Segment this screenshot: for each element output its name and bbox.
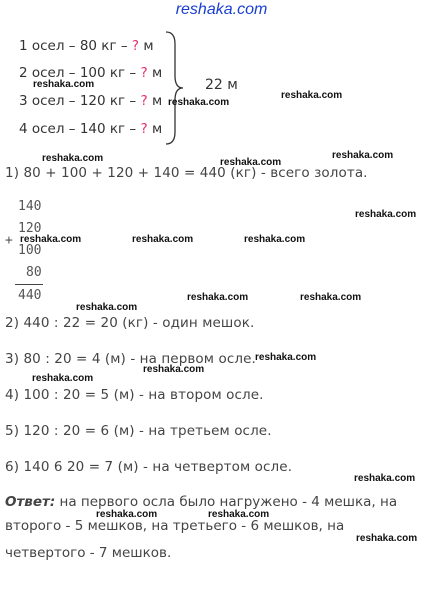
answer-line-1: Ответ: на первого осла было нагружено - 4 мешка, на bbox=[5, 494, 398, 510]
column-term-2: 120 bbox=[18, 221, 42, 236]
watermark: reshaka.com bbox=[32, 373, 94, 384]
column-result: 440 bbox=[18, 288, 42, 303]
watermark: reshaka.com bbox=[208, 509, 270, 520]
site-title: reshaka.com bbox=[175, 1, 268, 18]
answer-line-3: четвертого - 7 мешков. bbox=[5, 545, 172, 561]
step-4: 4) 100 : 20 = 5 (м) - на втором осле. bbox=[5, 387, 264, 403]
answer-label: Ответ: bbox=[5, 494, 56, 510]
watermark: reshaka.com bbox=[143, 364, 205, 375]
question-mark: ? bbox=[140, 65, 148, 81]
question-mark: ? bbox=[131, 38, 140, 54]
watermark: reshaka.com bbox=[168, 97, 230, 108]
watermark: reshaka.com bbox=[244, 234, 306, 245]
curly-brace-icon bbox=[163, 30, 187, 146]
total-bags: 22 м bbox=[205, 77, 238, 93]
watermark: reshaka.com bbox=[300, 292, 362, 303]
plus-sign: + bbox=[5, 233, 13, 248]
given-line-3: 3 осел – 120 кг – ? м bbox=[19, 93, 163, 109]
watermark: reshaka.com bbox=[33, 79, 95, 90]
watermark: reshaka.com bbox=[187, 292, 249, 303]
step-3: 3) 80 : 20 = 4 (м) - на первом осле. bbox=[5, 351, 256, 367]
step-1: 1) 80 + 100 + 120 + 140 = 440 (кг) - всего золота. bbox=[5, 165, 368, 181]
given-line-1: 1 осел – 80 кг – ? м bbox=[19, 38, 154, 54]
watermark: reshaka.com bbox=[356, 533, 418, 544]
watermark: reshaka.com bbox=[20, 234, 82, 245]
watermark: reshaka.com bbox=[76, 302, 138, 313]
column-term-4: 80 bbox=[26, 265, 42, 280]
column-term-3: 100 bbox=[18, 243, 42, 258]
watermark: reshaka.com bbox=[42, 153, 104, 164]
watermark: reshaka.com bbox=[354, 473, 416, 484]
watermark: reshaka.com bbox=[281, 90, 343, 101]
question-mark: ? bbox=[140, 93, 148, 109]
column-sum-line bbox=[15, 284, 43, 285]
given-line-4: 4 осел – 140 кг – ? м bbox=[19, 121, 163, 137]
watermark: reshaka.com bbox=[355, 209, 417, 220]
watermark: reshaka.com bbox=[96, 509, 158, 520]
watermark: reshaka.com bbox=[255, 352, 317, 363]
step-2: 2) 440 : 22 = 20 (кг) - один мешок. bbox=[5, 315, 255, 331]
watermark: reshaka.com bbox=[332, 150, 394, 161]
step-5: 5) 120 : 20 = 6 (м) - на третьем осле. bbox=[5, 423, 272, 439]
column-term-1: 140 bbox=[18, 199, 42, 214]
answer-line-2: второго - 5 мешков, на третьего - 6 мешков, на bbox=[5, 518, 345, 534]
step-6: 6) 140 6 20 = 7 (м) - на четвертом осле. bbox=[5, 459, 293, 475]
watermark: reshaka.com bbox=[132, 234, 194, 245]
watermark: reshaka.com bbox=[220, 157, 282, 168]
question-mark: ? bbox=[140, 121, 148, 137]
given-line-2: 2 осел – 100 кг – ? м bbox=[19, 65, 163, 81]
